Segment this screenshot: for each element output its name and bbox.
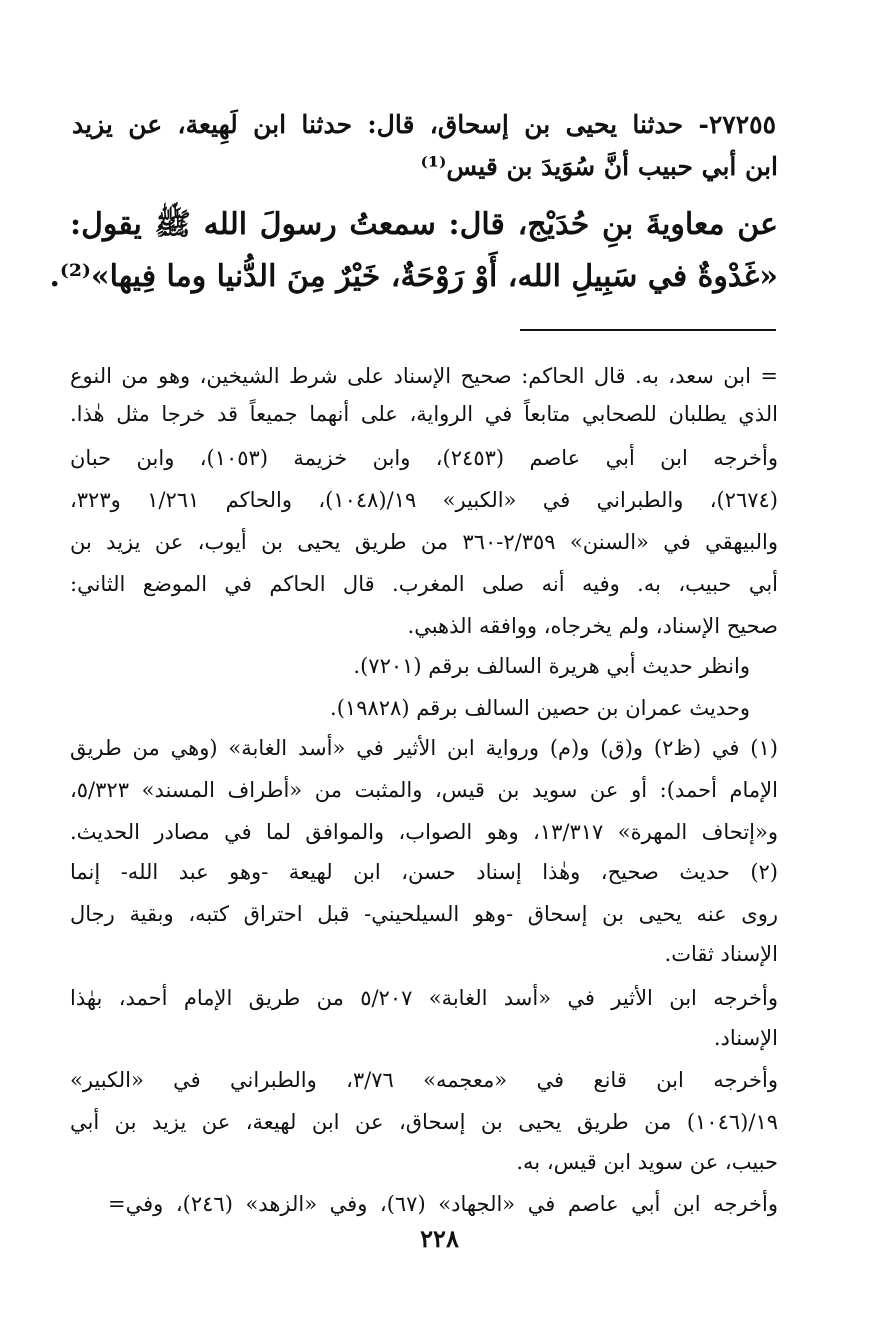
page-number: ٢٢٨ [420, 1224, 459, 1253]
hadith-isnad-line-1: ٢٧٢٥٥- حدثنا يحيى بن إسحاق، قال: حدثنا ابن لَهِيعة، عن يزيد [72, 110, 776, 139]
footnote-line: صحيح الإسناد، ولم يخرجاه، ووافقه الذهبي. [407, 614, 778, 638]
hadith-matn-line-2: «غَدْوةٌ في سَبِيلِ الله، أَوْ رَوْحَةٌ، خَيْرٌ مِنَ الدُّنيا وما فِيها»⁽²⁾. [49, 259, 778, 294]
footnote-line: روى عنه يحيى بن إسحاق -وهو السيلحيني- قبل احتراق كتبه، وبقية رجال [70, 902, 778, 926]
footnote-line: الذي يطلبان للصحابي متابعاً في الرواية، على أنهما جميعاً قد خرجا مثل هٰذا. [70, 402, 778, 426]
hadith-matn-line-1: عن معاويةَ بنِ حُدَيْج، قال: سمعتُ رسولَ الله ﷺ يقول: [70, 207, 778, 242]
footnote-line: (١) في (ظ٢) و(ق) و(م) ورواية ابن الأثير في «أسد الغابة» (وهي من طريق [70, 736, 778, 760]
footnote-line: الإسناد. [713, 1026, 778, 1050]
footnote-line: وأخرجه ابن أبي عاصم في «الجهاد» (٦٧)، وفي «الزهد» (٢٤٦)، وفي= [108, 1192, 778, 1216]
footnote-line: الإمام أحمد): أو عن سويد بن قيس، والمثبت من «أطراف المسند» ٥/٣٢٣، [70, 778, 778, 802]
footnote-line: وأخرجه ابن أبي عاصم (٢٤٥٣)، وابن خزيمة (١٠٥٣)، وابن حبان [70, 446, 778, 470]
footnote-line: و«إتحاف المهرة» ١٣/٣١٧، وهو الصواب، والموافق لما في مصادر الحديث. [70, 820, 779, 844]
footnote-line: الإسناد ثقات. [664, 942, 778, 966]
hadith-isnad-line-2: ابن أبي حبيب أنَّ سُوَيدَ بن قيس⁽¹⁾ [420, 152, 778, 181]
footnote-line: وأخرجه ابن الأثير في «أسد الغابة» ٥/٢٠٧ من طريق الإمام أحمد، بهٰذا [70, 986, 778, 1010]
footnote-line: والبيهقي في «السنن» ٢/٣٥٩-٣٦٠ من طريق يحيى بن أيوب، عن يزيد بن [70, 530, 778, 554]
footnote-line: أبي حبيب، به. وفيه أنه صلى المغرب. قال الحاكم في الموضع الثاني: [70, 572, 778, 596]
footnote-line: = ابن سعد، به. قال الحاكم: صحيح الإسناد على شرط الشيخين، وهو من النوع [70, 364, 778, 388]
footnote-line: وانظر حديث أبي هريرة السالف برقم (٧٢٠١). [353, 654, 750, 678]
footnote-line: وأخرجه ابن قانع في «معجمه» ٣/٧٦، والطبراني في «الكبير» [70, 1068, 778, 1092]
footnote-line: حبيب، عن سويد ابن قيس، به. [516, 1150, 778, 1174]
footnote-line: ١٩/(١٠٤٦) من طريق يحيى بن إسحاق، عن ابن لهيعة، عن يزيد بن أبي [70, 1110, 778, 1134]
footnote-separator [520, 329, 776, 331]
footnote-line: وحديث عمران بن حصين السالف برقم (١٩٨٢٨). [330, 696, 750, 720]
footnote-line: (٢٦٧٤)، والطبراني في «الكبير» ١٩/(١٠٤٨)، والحاكم ١/٢٦١ و٣٢٣، [70, 488, 778, 512]
footnote-line: (٢) حديث صحيح، وهٰذا إسناد حسن، ابن لهيعة -وهو عبد الله- إنما [70, 860, 778, 884]
